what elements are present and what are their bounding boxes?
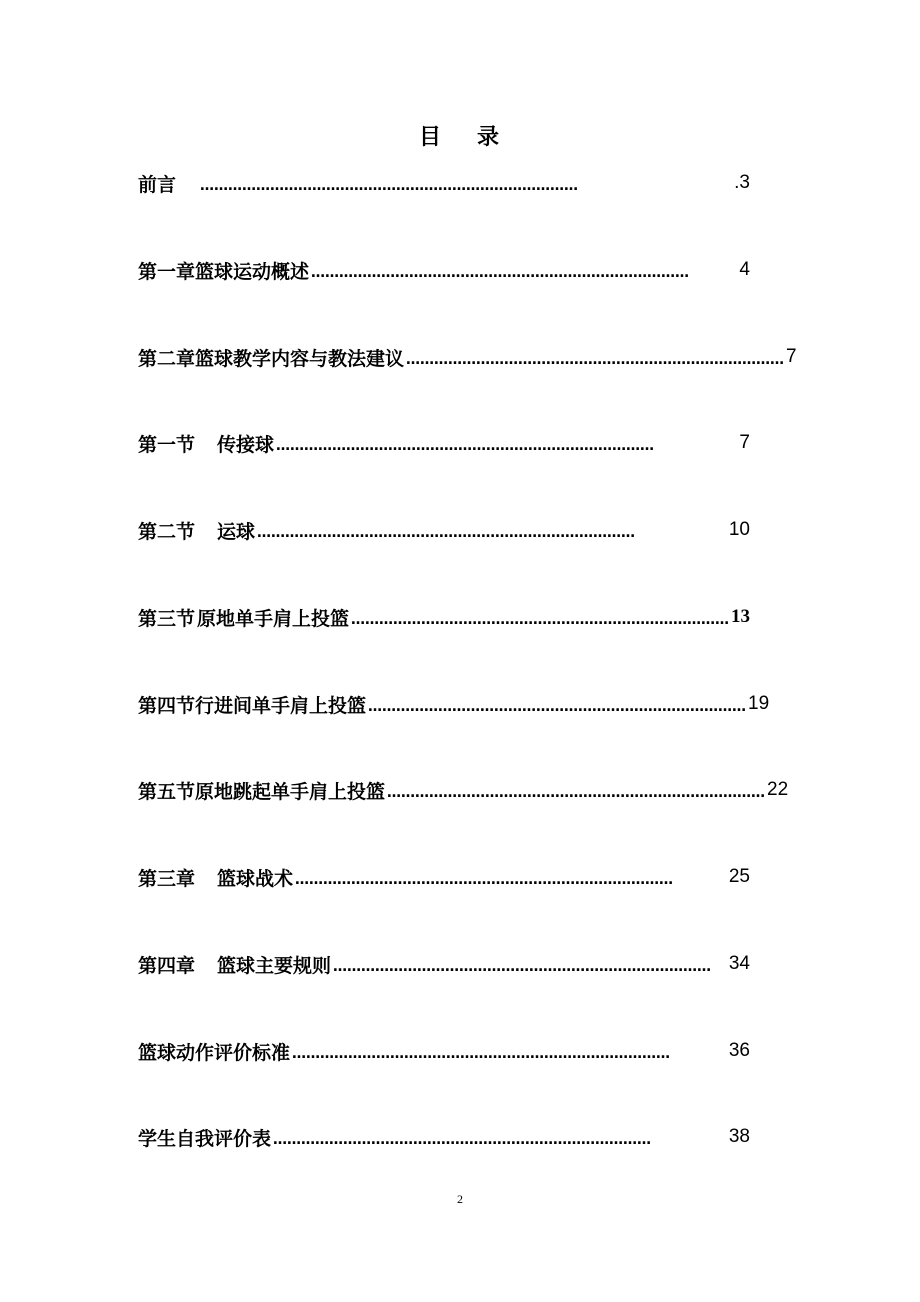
toc-entry-number: 第四节 (138, 694, 196, 717)
toc-page-ref: 25 (728, 866, 750, 887)
toc-entry-label: 篮球教学内容与教法建议 (195, 347, 405, 370)
toc-leader: ……………………………………………………………………… (295, 872, 674, 888)
toc-entry-self-evaluation[interactable] (138, 1120, 750, 1154)
toc-entry-label: 学生自我评价表 (138, 1127, 272, 1150)
toc-entry-label: 篮球动作评价标准 (138, 1041, 291, 1064)
toc-entry-chapter4[interactable] (138, 947, 750, 981)
toc-page-ref: 34 (728, 953, 750, 974)
toc-leader: ……………………………………………………………………… (276, 438, 655, 454)
toc-entry-preface[interactable] (138, 166, 750, 200)
toc-leader: ……………………………………………………………………… (368, 699, 747, 715)
toc-page-ref: 10 (728, 519, 750, 540)
toc-page-ref: 19 (748, 693, 770, 714)
toc-entry-label: 第一章篮球运动概述 (138, 260, 310, 283)
toc-entry-number: 第四章 (138, 954, 196, 977)
toc-entry-section5[interactable] (138, 773, 789, 807)
toc-page-ref: 36 (728, 1040, 750, 1061)
toc-entry-number: 第五节 (138, 780, 196, 803)
toc-entry-section3[interactable] (138, 600, 750, 634)
toc-entry-label: 篮球战术 (217, 867, 294, 890)
toc-page-ref: 7 (739, 432, 750, 453)
toc-entry-evaluation-standards[interactable] (138, 1034, 750, 1068)
toc-entry-chapter1[interactable] (138, 253, 750, 287)
toc-entry-number: 第二章 (138, 347, 196, 370)
toc-leader: ……………………………………………………………………… (351, 612, 729, 628)
toc-page-ref: 38 (728, 1126, 750, 1147)
toc-entry-section1[interactable] (138, 426, 750, 460)
toc-page-ref: 7 (786, 346, 797, 367)
toc-entry-label: 传接球 (217, 433, 275, 456)
toc-entry-label: 运球 (217, 520, 256, 543)
toc-page-ref: 13 (731, 606, 750, 627)
toc-page-ref: 4 (739, 259, 750, 280)
toc-title-part2: 录 (477, 125, 502, 150)
toc-entry-label: 行进间单手肩上投篮 (195, 694, 367, 717)
toc-leader: ……………………………………………………………………… (273, 1132, 652, 1148)
toc-entry-section2[interactable] (138, 513, 750, 547)
toc-title-part1: 目 (418, 125, 443, 150)
toc-title (0, 120, 920, 151)
toc-leader: ……………………………………………………………………… (333, 959, 712, 975)
toc-entry-chapter2[interactable] (138, 340, 797, 374)
toc-leader: ……………………………………………………………………… (292, 1046, 671, 1062)
toc-entry-label: 篮球主要规则 (217, 954, 332, 977)
toc-entry-section4[interactable] (138, 687, 770, 721)
toc-entry-chapter3[interactable] (138, 860, 750, 894)
toc-entry-label: 原地跳起单手肩上投篮 (195, 780, 386, 803)
toc-entry-number: 第三章 (138, 867, 196, 890)
toc-entry-number: 第三节 (138, 607, 196, 630)
toc-page-ref: .3 (734, 172, 750, 193)
toc-leader: ……………………………………………………………………… (200, 178, 579, 194)
toc-entry-number: 第二节 (138, 520, 196, 543)
toc-leader: ……………………………………………………………………… (406, 352, 785, 368)
toc-page-ref: 22 (767, 779, 789, 800)
toc-entry-label: 前言 (138, 173, 177, 196)
toc-leader: ……………………………………………………………………… (387, 785, 766, 801)
toc-entry-number: 第一节 (138, 433, 196, 456)
toc-entry-label: 原地单手肩上投篮 (196, 607, 349, 630)
toc-leader: ……………………………………………………………………… (257, 525, 636, 541)
page-number: 2 (457, 1192, 463, 1206)
toc-leader: ……………………………………………………………………… (311, 265, 690, 281)
